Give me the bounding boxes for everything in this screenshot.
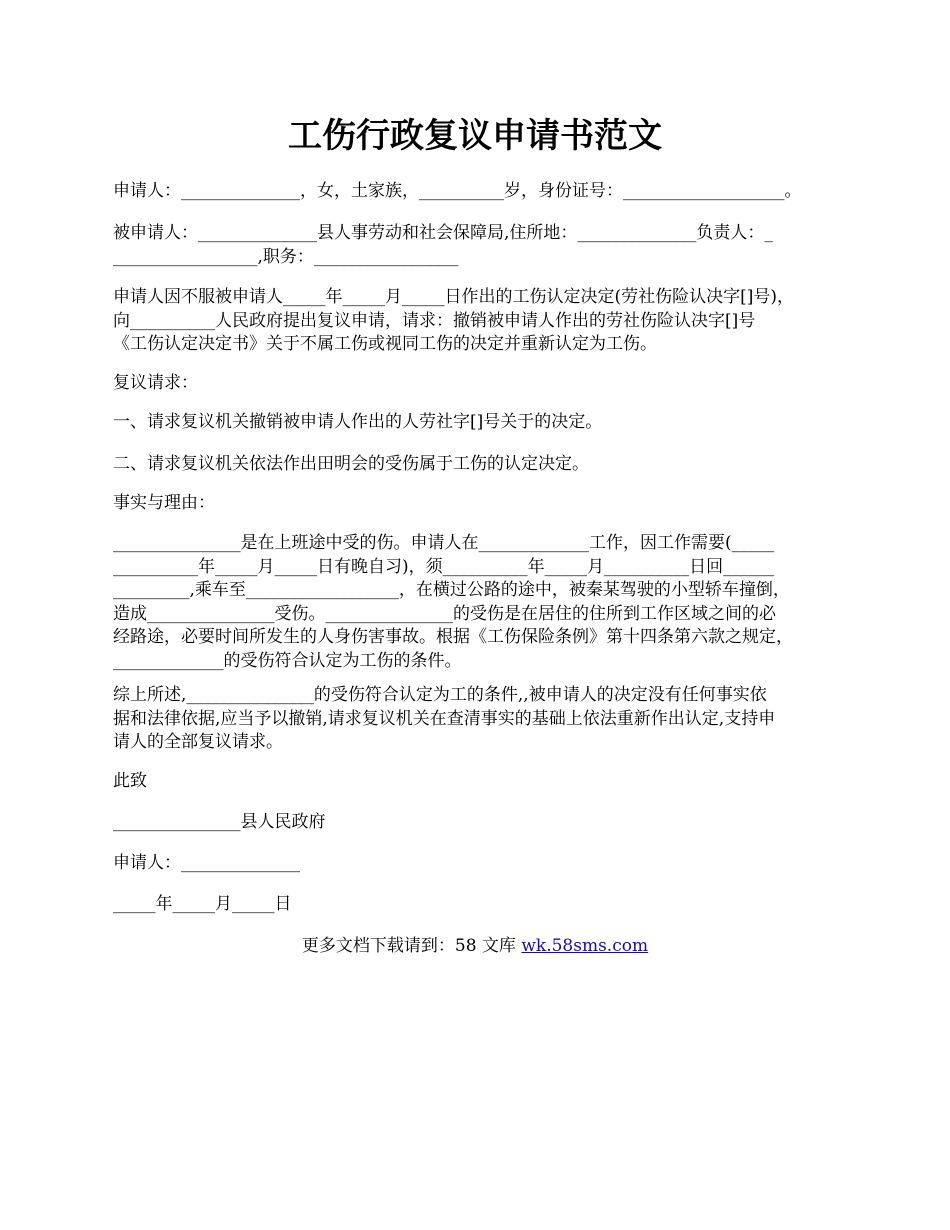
summary-line-2: 据和法律依据,应当予以撤销,请求复议机关在查清事实的基础上依法重新作出认定,支持申	[113, 708, 776, 729]
closing	[113, 770, 849, 794]
applicant-paragraph	[113, 180, 849, 204]
applicant-line: 申请人：______________，女，土家族，__________岁，身份证号：___________________。	[113, 181, 802, 201]
date-line	[113, 893, 849, 917]
facts-line-2: __________年_____月_____日有晚自习)，须__________年_____月__________日回______	[113, 556, 775, 577]
summary-line-3: 请人的全部复议请求。	[113, 732, 283, 752]
facts-paragraph	[113, 532, 849, 673]
request-item-1-text: 一、请求复议机关撤销被申请人作出的人劳社字[]号关于的决定。	[113, 412, 603, 432]
request-heading-text: 复议请求：	[113, 373, 198, 393]
respondent-paragraph	[113, 222, 849, 269]
footer-link[interactable]: wk.58sms.com	[521, 936, 649, 956]
footer	[0, 934, 950, 958]
date-text: _____年_____月_____日	[113, 894, 292, 914]
recipient	[113, 811, 849, 835]
intro-line-1: 申请人因不服被申请人_____年_____月_____日作出的工伤认定决定(劳社伤险认决字[]号)，	[113, 287, 795, 307]
facts-line-5: 经路途，必要时间所发生的人身伤害事故。根据《工伤保险条例》第十四条第六款之规定，	[113, 627, 793, 647]
recipient-text: _______________县人民政府	[113, 812, 326, 832]
facts-heading-text: 事实与理由：	[113, 493, 215, 513]
footer-text: 更多文档下载请到：58 文库	[301, 936, 522, 956]
facts-line-1: _______________是在上班途中受的伤。申请人在_____________工作，因工作需要(_____	[113, 533, 775, 553]
signature-text: 申请人：______________	[113, 853, 300, 873]
intro-line-3: 《工伤认定决定书》关于不属工伤或视同工伤的决定并重新认定为工伤。	[113, 334, 657, 354]
respondent-line-1: 被申请人：______________县人事劳动和社会保障局,住所地：______________负责人：_	[113, 223, 773, 243]
request-item-2	[113, 453, 849, 477]
page-title: 工伤行政复议申请书范文	[288, 116, 662, 156]
facts-line-6: _____________的受伤符合认定为工伤的条件。	[113, 650, 462, 671]
intro-paragraph	[113, 286, 849, 357]
request-item-2-text: 二、请求复议机关依法作出田明会的受伤属于工伤的认定决定。	[113, 454, 589, 474]
request-heading	[113, 372, 849, 396]
summary-line-1: 综上所述,_______________的受伤符合认定为工的条件,,被申请人的决定没有任何事实依	[113, 685, 767, 705]
closing-text: 此致	[113, 771, 147, 791]
facts-line-3: _________,乘车至__________________，在横过公路的途中，被秦某驾驶的小型轿车撞倒，	[113, 580, 790, 600]
request-item-1	[113, 411, 849, 435]
intro-line-2: 向__________人民政府提出复议申请，请求：撤销被申请人作出的劳社伤险认决字[]号	[113, 310, 756, 331]
signature	[113, 852, 849, 876]
facts-heading	[113, 492, 849, 516]
respondent-line-2: _________________,职务：_________________	[113, 246, 459, 267]
facts-line-4: 造成_______________受伤。_______________的受伤是在居住的住所到工作区域之间的必	[113, 603, 776, 624]
summary-paragraph	[113, 684, 849, 755]
